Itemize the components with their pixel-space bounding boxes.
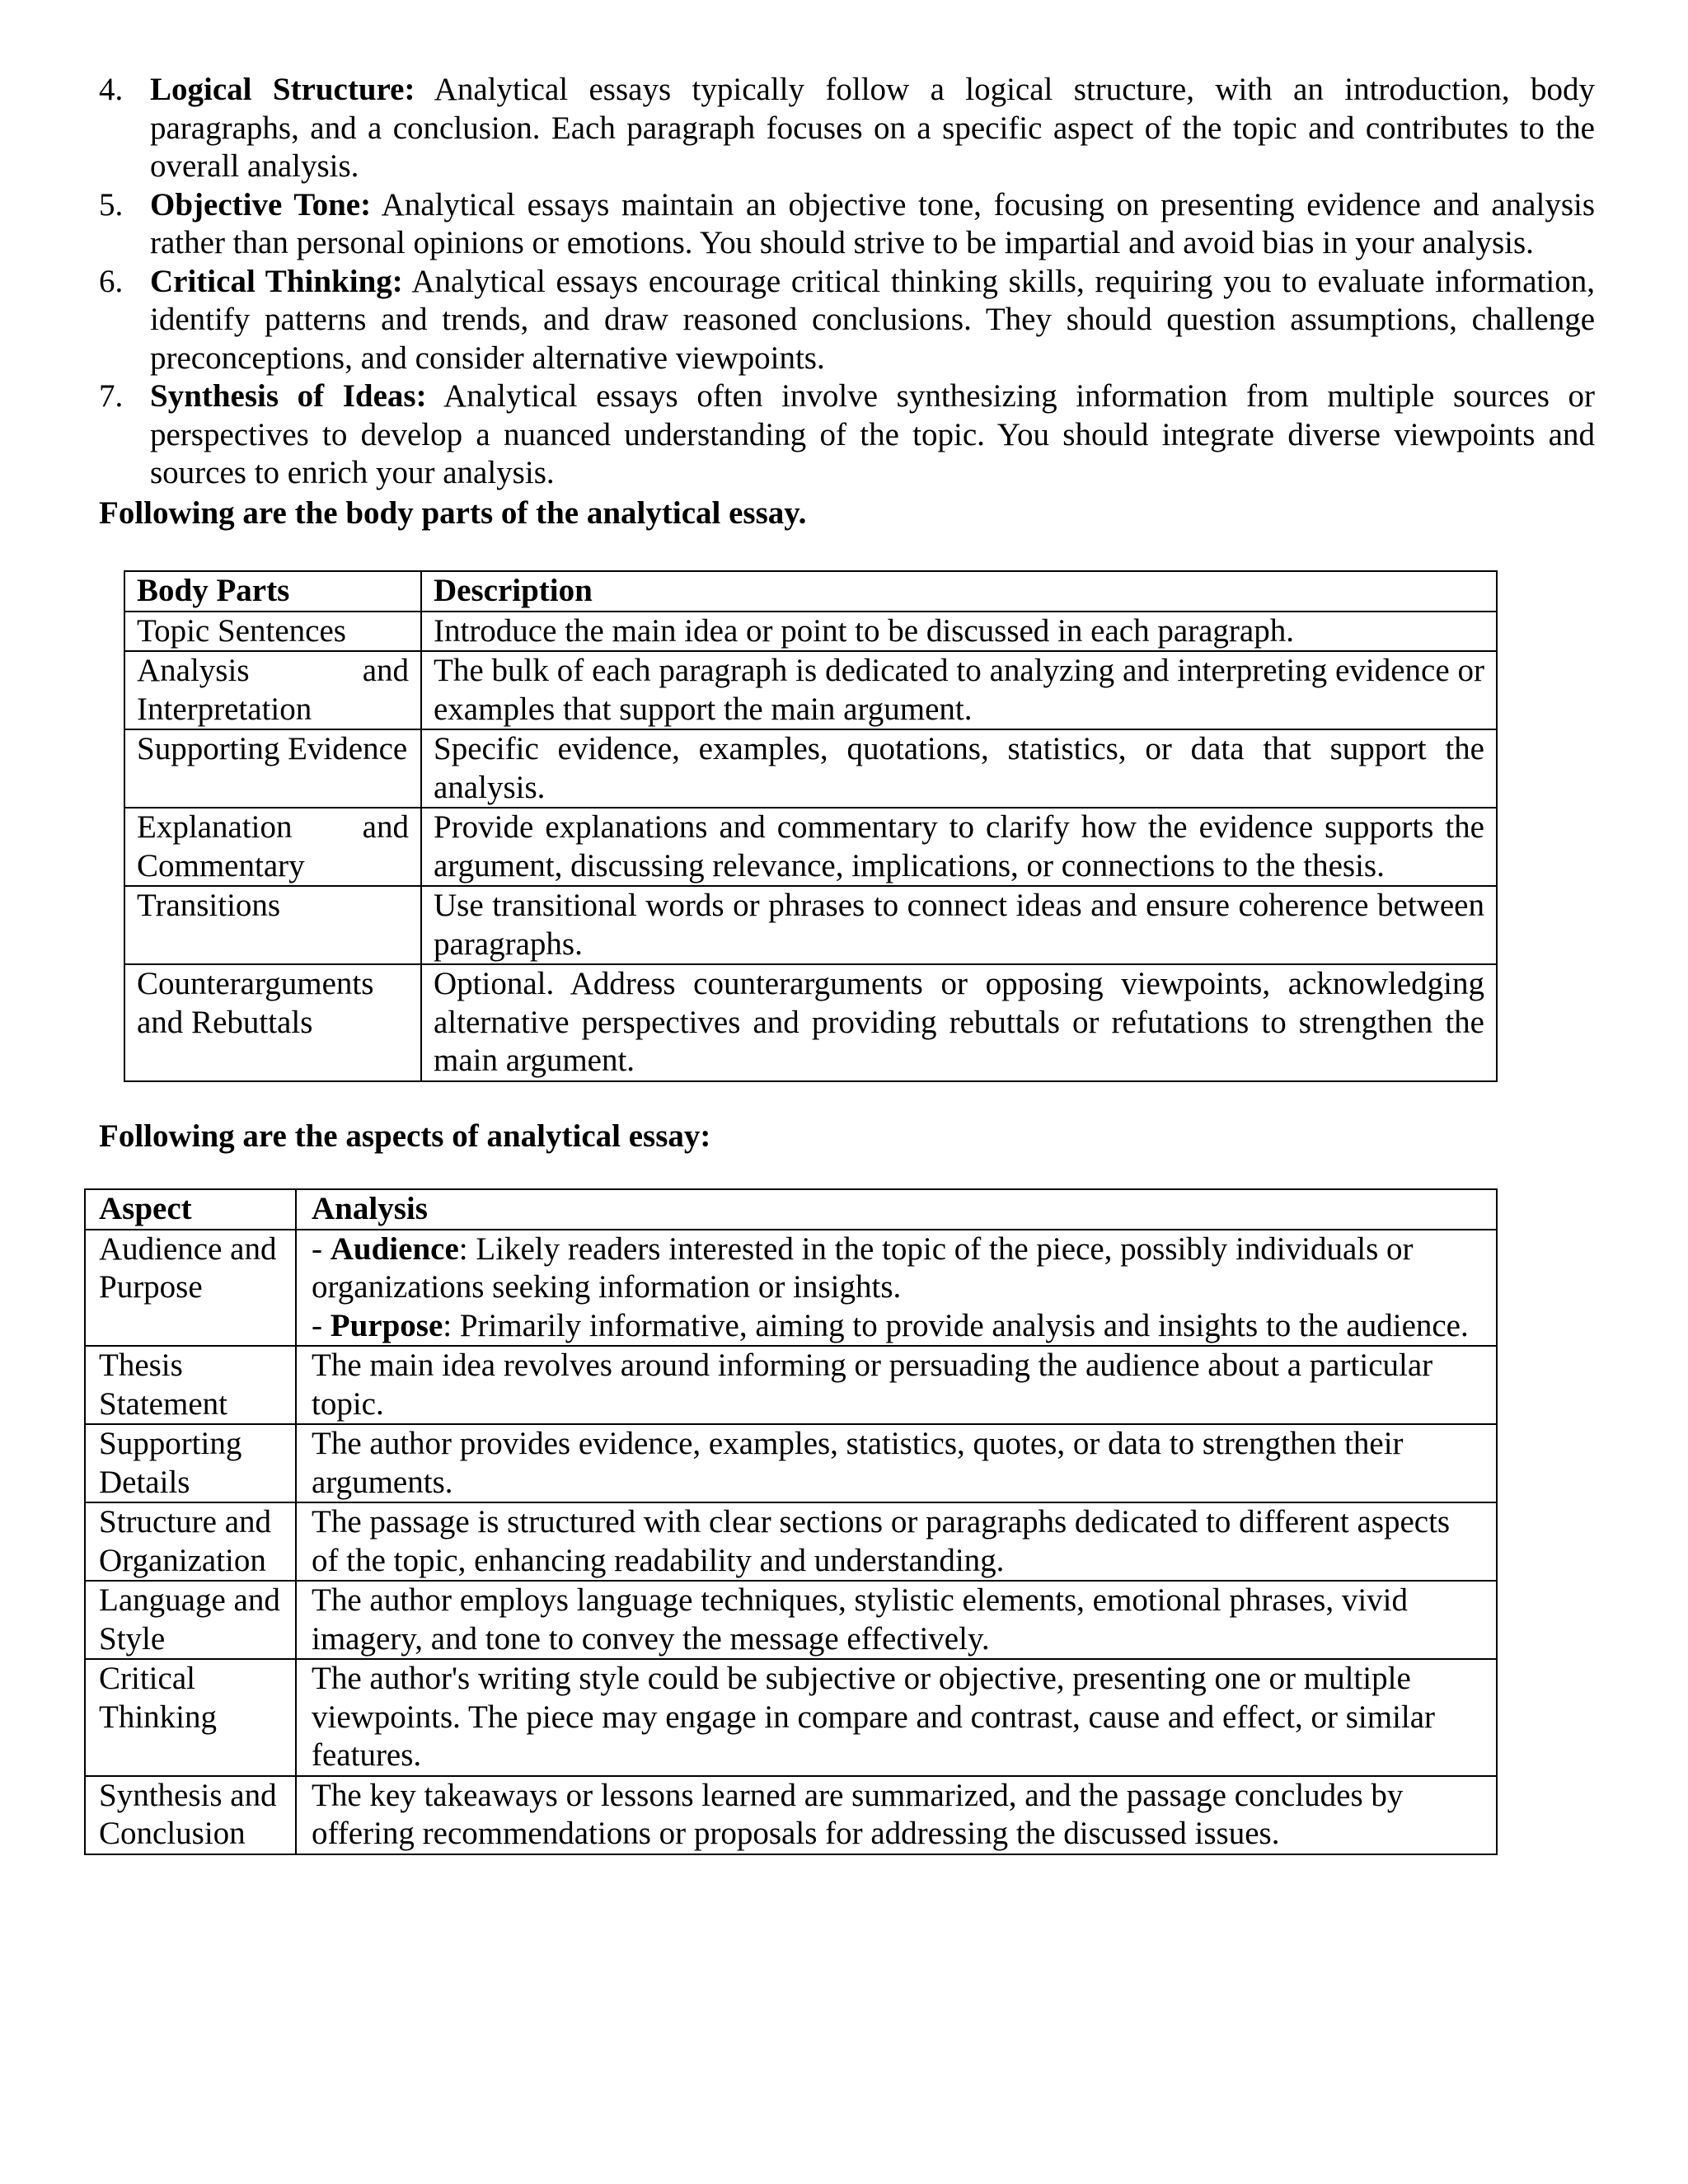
purpose-label: Purpose [330,1307,443,1343]
table-cell: Language and Style [85,1581,296,1659]
table-cell: Thesis Statement [85,1346,296,1424]
list-item [99,186,1595,263]
table-header-cell: Analysis [296,1189,1497,1230]
table-row [85,1502,1497,1581]
table-cell: The author employs language techniques, stylistic elements, emotional phrases, vivid imagery, and tone to convey the message effectively. [296,1581,1497,1659]
table-row [124,651,1497,729]
table-row [85,1424,1497,1502]
table-cell: Transitions [124,886,421,964]
table-cell: Counterarguments and Rebuttals [124,964,421,1081]
table-cell: The author's writing style could be subjective or objective, presenting one or multiple viewpoints. The piece may engage in compare and contrast, cause and effect, or similar features. [296,1659,1497,1776]
table-cell: The author provides evidence, examples, statistics, quotes, or data to strengthen their arguments. [296,1424,1497,1502]
table-cell [296,1230,1497,1347]
body-parts-heading: Following are the body parts of the analytical essay. [99,495,807,531]
table-cell: The main idea revolves around informing or persuading the audience about a particular topic. [296,1346,1497,1424]
list-number: 5. [99,186,124,223]
list-item [99,263,1595,378]
table-row [85,1659,1497,1776]
table-row [124,612,1497,652]
dash: - [312,1307,331,1343]
table-cell: Synthesis and Conclusion [85,1776,296,1854]
list-number: 7. [99,378,124,414]
table-cell: Structure and Organization [85,1502,296,1581]
table-header-cell: Description [421,571,1497,612]
table-cell: Supporting Evidence [124,729,421,808]
list-item-text: Analytical essays maintain an objective tone, focusing on presenting evidence and analysis rather than personal opinions or emotions. You should strive to be impartial and avoid bias in your analysis. [150,186,1596,260]
table-header-cell: Aspect [85,1189,296,1230]
table-cell: Audience and Purpose [85,1230,296,1347]
table-cell: Provide explanations and commentary to clarify how the evidence supports the argument, discussing relevance, implications, or connections to the thesis. [421,808,1497,886]
table-row [85,1776,1497,1854]
table-row [124,808,1497,886]
list-item-text: Analytical essays typically follow a logical structure, with an introduction, body paragraphs, and a conclusion. Each paragraph focuses on a specific aspect of the topic and contributes to the overall analysis. [150,72,1596,184]
table-cell: The bulk of each paragraph is dedicated to analyzing and interpreting evidence or examples that support the main argument. [421,651,1497,729]
list-number: 6. [99,263,124,299]
essay-features-list [99,71,1595,493]
table-cell: The key takeaways or lessons learned are summarized, and the passage concludes by offering recommendations or proposals for addressing the discussed issues. [296,1776,1497,1854]
table-cell: Use transitional words or phrases to connect ideas and ensure coherence between paragraphs. [421,886,1497,964]
list-item [99,377,1595,493]
list-item-title: Critical Thinking: [150,263,403,299]
table-cell: Optional. Address counterarguments or opposing viewpoints, acknowledging alternative perspectives and providing rebuttals or refutations to strengthen the main argument. [421,964,1497,1081]
table-cell: Topic Sentences [124,612,421,652]
list-item-title: Logical Structure: [150,72,415,107]
purpose-line [312,1307,1484,1346]
audience-text: : Likely readers interested in the topic of the piece, possibly individuals or organizations seeking information or insights. [312,1230,1414,1305]
body-parts-table [124,570,1498,1082]
list-item-text: Analytical essays often involve synthesizing information from multiple sources or perspectives to develop a nuanced understanding of the topic. You should integrate diverse viewpoints and sources to enrich your analysis. [150,378,1596,490]
aspects-table [84,1188,1498,1855]
table-cell: Introduce the main idea or point to be discussed in each paragraph. [421,612,1497,652]
table-row [85,1230,1497,1347]
table-cell: Supporting Details [85,1424,296,1502]
table-header-cell: Body Parts [124,571,421,612]
table-cell: Specific evidence, examples, quotations, statistics, or data that support the analysis. [421,729,1497,808]
list-item-title: Synthesis of Ideas: [150,378,427,414]
table-cell: The passage is structured with clear sections or paragraphs dedicated to different aspects of the topic, enhancing readability and understanding. [296,1502,1497,1581]
table-row [124,886,1497,964]
aspects-heading: Following are the aspects of analytical essay: [99,1118,711,1154]
table-header-row [124,571,1497,612]
audience-line [312,1230,1484,1307]
table-cell: Explanation and Commentary [124,808,421,886]
list-item-title: Objective Tone: [150,186,372,223]
list-number: 4. [99,72,124,107]
table-header-row [85,1189,1497,1230]
dash: - [312,1230,331,1267]
table-row [85,1581,1497,1659]
audience-label: Audience [330,1230,459,1267]
table-cell: Critical Thinking [85,1659,296,1776]
list-item-text: Analytical essays encourage critical thinking skills, requiring you to evaluate information, identify patterns and trends, and draw reasoned conclusions. They should question assumptions, challenge preconceptions, and consider alternative viewpoints. [150,263,1595,376]
purpose-text: : Primarily informative, aiming to provide analysis and insights to the audience. [443,1307,1469,1343]
table-row [124,964,1497,1081]
table-row [124,729,1497,808]
table-row [85,1346,1497,1424]
table-cell: Analysis and Interpretation [124,651,421,729]
list-item [99,71,1595,186]
